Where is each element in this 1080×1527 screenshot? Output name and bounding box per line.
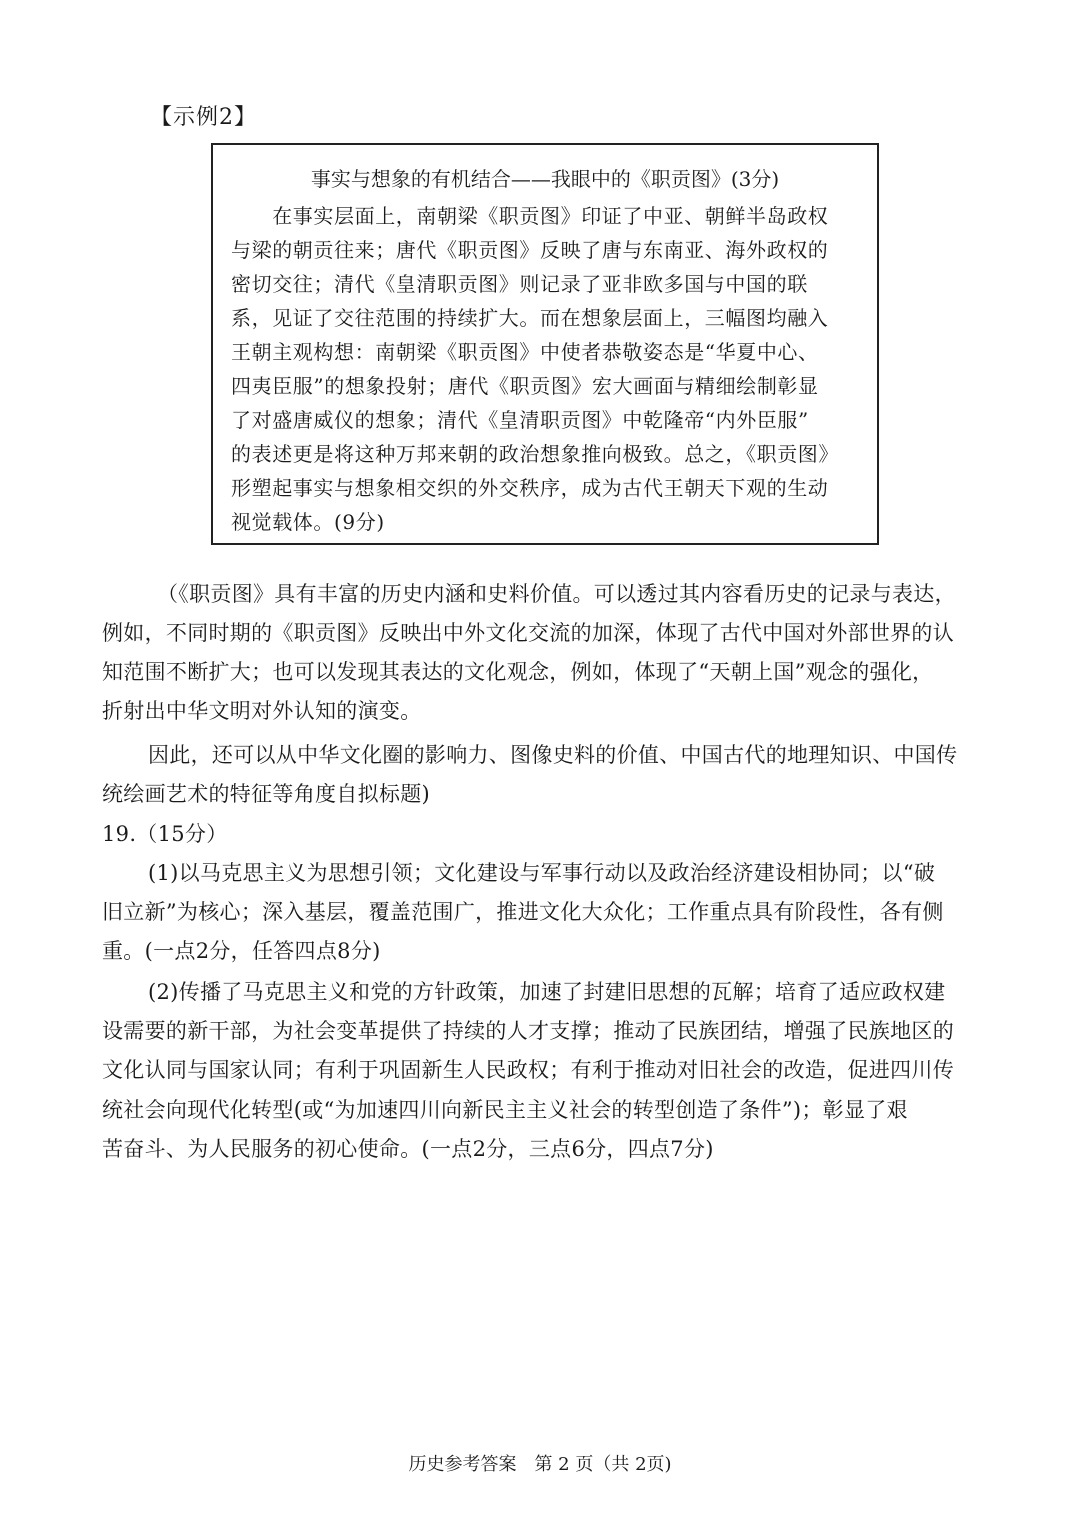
sample-answer-box xyxy=(211,143,879,545)
answer-part-2-line: (2)传播了马克思主义和党的方针政策，加速了封建旧思想的瓦解；培育了适应政权建 xyxy=(148,980,946,1004)
answer-part-1-line: (1)以马克思主义为思想引领；文化建设与军事行动以及政治经济建设相协同；以“破 xyxy=(148,861,936,885)
commentary-line: 例如，不同时期的《职贡图》反映出中外文化交流的加深，体现了古代中国对外部世界的认 xyxy=(102,621,954,645)
sample-answer-line: 形塑起事实与想象相交织的外交秩序，成为古代王朝天下观的生动 xyxy=(231,476,829,500)
example-label: 【示例2】 xyxy=(150,105,257,130)
commentary-line: 折射出中华文明对外认知的演变。 xyxy=(102,699,422,723)
sample-answer-line: 了对盛唐威仪的想象；清代《皇清职贡图》中乾隆帝“内外臣服” xyxy=(231,408,809,432)
commentary-line: （《职贡图》具有丰富的历史内涵和史料价值。可以透过其内容看历史的记录与表达， xyxy=(157,582,956,606)
sample-answer-title: 事实与想象的有机结合——我眼中的《职贡图》(3分) xyxy=(310,167,780,191)
answer-part-1-line: 重。(一点2分，任答四点8分) xyxy=(102,939,381,963)
sample-answer-line: 王朝主观构想：南朝梁《职贡图》中使者恭敬姿态是“华夏中心、 xyxy=(231,340,819,364)
answer-part-2-line: 文化认同与国家认同；有利于巩固新生人民政权；有利于推动对旧社会的改造，促进四川传 xyxy=(102,1058,954,1082)
question-number: 19.（15分） xyxy=(102,822,228,846)
sample-answer-line: 视觉载体。(9分) xyxy=(231,510,385,534)
sample-answer-line: 系，见证了交往范围的持续扩大。而在想象层面上，三幅图均融入 xyxy=(231,306,829,330)
commentary-line: 知范围不断扩大；也可以发现其表达的文化观念，例如，体现了“天朝上国”观念的强化， xyxy=(102,660,934,684)
answer-part-2-line: 统社会向现代化转型(或“为加速四川向新民主主义社会的转型创造了条件”)；彰显了艰 xyxy=(102,1098,908,1122)
sample-answer-line: 的表述更是将这种万邦来朝的政治想象推向极致。总之，《职贡图》 xyxy=(231,442,839,466)
answer-part-2-line: 苦奋斗、为人民服务的初心使命。(一点2分，三点6分，四点7分) xyxy=(102,1137,714,1161)
answer-part-2-line: 设需要的新干部，为社会变革提供了持续的人才支撑；推动了民族团结，增强了民族地区的 xyxy=(102,1019,954,1043)
page-footer: 历史参考答案 第 2 页（共 2页) xyxy=(408,1454,672,1475)
sample-answer-line: 与梁的朝贡往来；唐代《职贡图》反映了唐与东南亚、海外政权的 xyxy=(231,238,829,262)
answer-part-1-line: 旧立新”为核心；深入基层，覆盖范围广，推进文化大众化；工作重点具有阶段性，各有侧 xyxy=(102,900,944,924)
sample-answer-line: 在事实层面上，南朝梁《职贡图》印证了中亚、朝鲜半岛政权 xyxy=(231,204,829,228)
sample-answer-line: 密切交往；清代《皇清职贡图》则记录了亚非欧多国与中国的联 xyxy=(231,272,808,296)
commentary-line: 统绘画艺术的特征等角度自拟标题) xyxy=(102,782,430,806)
commentary-line: 因此，还可以从中华文化圈的影响力、图像史料的价值、中国古代的地理知识、中国传 xyxy=(148,743,958,767)
sample-answer-line: 四夷臣服”的想象投射；唐代《职贡图》宏大画面与精细绘制彰显 xyxy=(231,374,819,398)
